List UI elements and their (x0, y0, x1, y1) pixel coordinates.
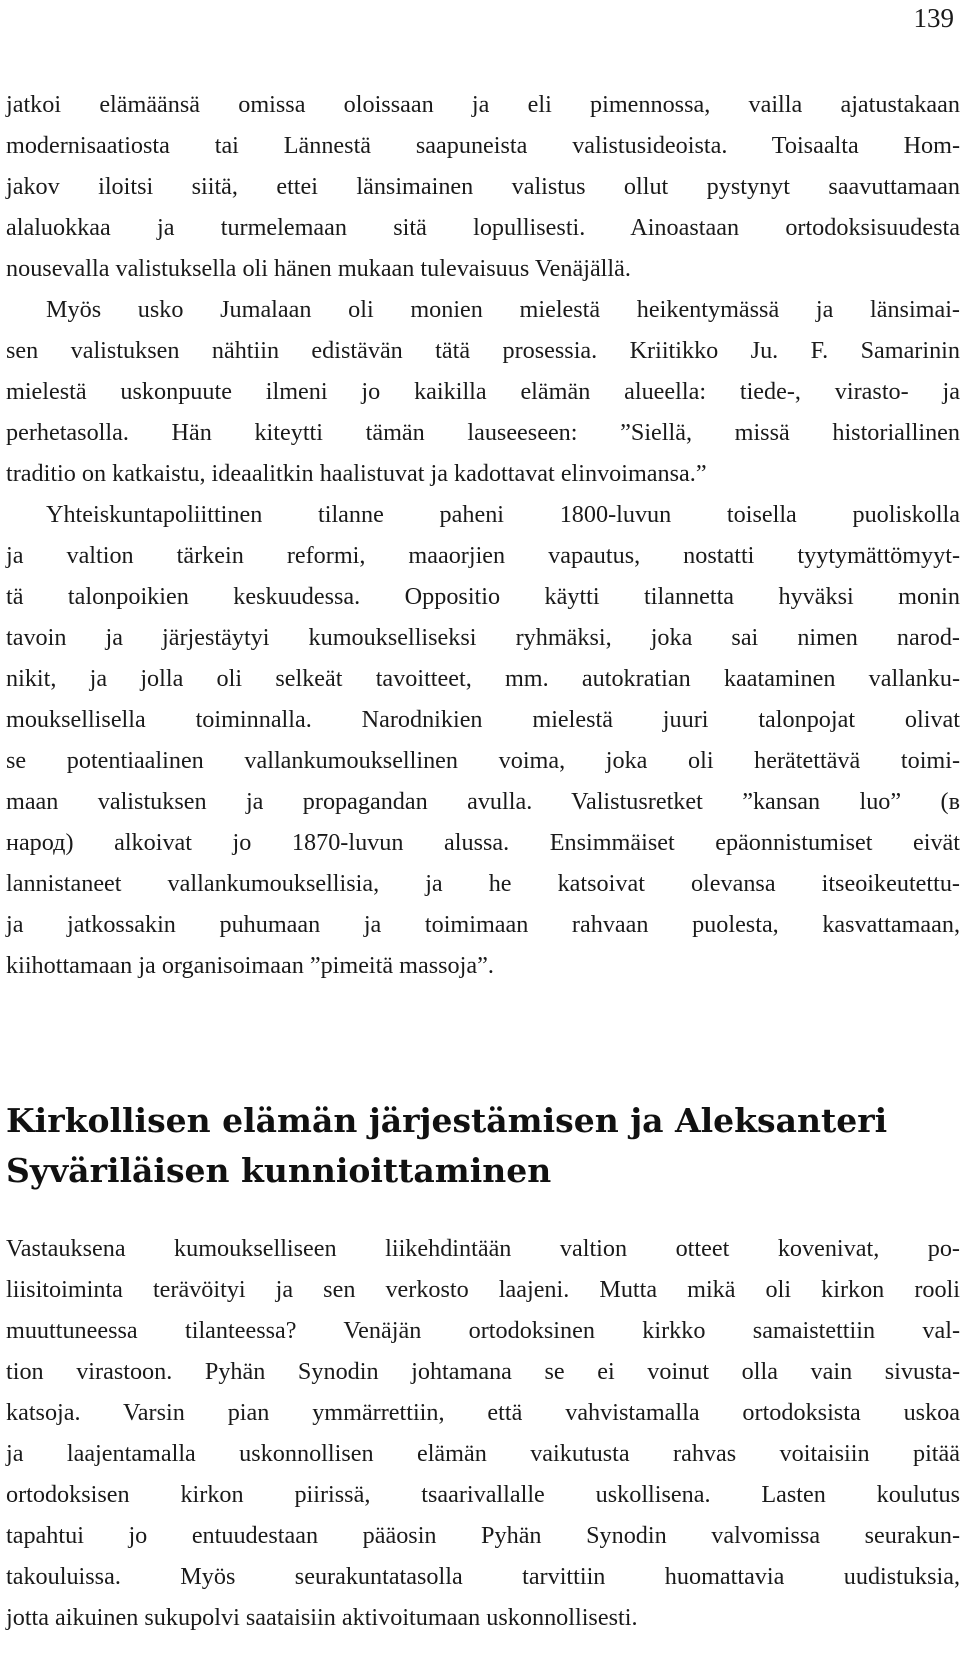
text-line: mouksellisella toiminnalla. Narodnikien mielestä juuri talonpojat olivat (6, 706, 960, 733)
text-line: se potentiaalinen vallankumouksellinen voima, joka oli herätettävä toimi- (6, 747, 960, 774)
text-line: lannistaneet vallankumouksellisia, ja he katsoivat olevansa itseoikeutettu- (6, 870, 960, 897)
text-line: Myös usko Jumalaan oli monien mielestä heikentymässä ja länsimai- (46, 296, 960, 323)
text-line: perhetasolla. Hän kiteytti tämän lauseeseen: ”Siellä, missä historiallinen (6, 419, 960, 446)
page-number: 139 (913, 3, 954, 33)
paragraph-1 (6, 84, 960, 289)
text-line: katsoja. Varsin pian ymmärrettiin, että vahvistamalla ortodoksista uskoa (6, 1399, 960, 1426)
text-line: nikit, ja jolla oli selkeät tavoitteet, mm. autokratian kaataminen vallanku- (6, 665, 960, 692)
text-line: modernisaatiosta tai Lännestä saapuneista valistusideoista. Toisaalta Hom- (6, 132, 960, 159)
text-line: ortodoksisen kirkon piirissä, tsaarivallalle uskollisena. Lasten koulutus (6, 1481, 960, 1508)
text-line: Vastauksena kumoukselliseen liikehdintään valtion otteet kovenivat, po- (6, 1235, 960, 1262)
text-line: tapahtui jo entuudestaan pääosin Pyhän Synodin valvomissa seurakun- (6, 1522, 960, 1549)
text-line: kiihottamaan ja organisoimaan ”pimeitä massoja”. (6, 952, 494, 979)
text-line: mielestä uskonpuute ilmeni jo kaikilla elämän alueella: tiede-, virasto- ja (6, 378, 960, 405)
text-line: tavoin ja järjestäytyi kumoukselliseksi ryhmäksi, joka sai nimen narod- (6, 624, 960, 651)
text-line: maan valistuksen ja propagandan avulla. Valistusretket ”kansan luo” (в (6, 788, 960, 815)
text-line: ja valtion tärkein reformi, maaorjien vapautus, nostatti tyytymättömyyt- (6, 542, 960, 569)
text-line: jotta aikuinen sukupolvi saataisiin aktivoitumaan uskonnollisesti. (6, 1604, 638, 1631)
paragraph-2 (6, 289, 960, 494)
text-line: tion virastoon. Pyhän Synodin johtamana se ei voinut olla vain sivusta- (6, 1358, 960, 1385)
text-line: muuttuneessa tilanteessa? Venäjän ortodoksinen kirkko samaistettiin val- (6, 1317, 960, 1344)
text-line: jakov iloitsi siitä, ettei länsimainen valistus ollut pystynyt saavuttamaan (6, 173, 960, 200)
heading-line: Syväriläisen kunnioittaminen (6, 1151, 552, 1190)
text-line: ja laajentamalla uskonnollisen elämän vaikutusta rahvas voitaisiin pitää (6, 1440, 960, 1467)
text-line: Yhteiskuntapoliittinen tilanne paheni 1800-luvun toisella puoliskolla (46, 501, 960, 528)
text-line: sen valistuksen nähtiin edistävän tätä prosessia. Kriitikko Ju. F. Samarinin (6, 337, 960, 364)
text-line: ja jatkossakin puhumaan ja toimimaan rahvaan puolesta, kasvattamaan, (6, 911, 960, 938)
text-line: liisitoiminta terävöityi ja sen verkosto laajeni. Mutta mikä oli kirkon rooli (6, 1276, 960, 1303)
text-line: tä talonpoikien keskuudessa. Oppositio käytti tilannetta hyväksi monin (6, 583, 960, 610)
text-line: takouluissa. Myös seurakuntatasolla tarvittiin huomattavia uudistuksia, (6, 1563, 960, 1590)
text-line: jatkoi elämäänsä omissa oloissaan ja eli pimennossa, vailla ajatustakaan (6, 91, 960, 118)
text-line: nousevalla valistuksella oli hänen mukaan tulevaisuus Venäjällä. (6, 255, 631, 282)
text-line: народ) alkoivat jo 1870-luvun alussa. Ensimmäiset epäonnistumiset eivät (6, 829, 960, 856)
paragraph-4 (6, 1228, 960, 1638)
heading-line: Kirkollisen elämän järjestämisen ja Aleksanteri (6, 1101, 888, 1140)
paragraph-3 (6, 494, 960, 986)
text-line: traditio on katkaistu, ideaalitkin haalistuvat ja kadottavat elinvoimansa.” (6, 460, 707, 487)
section-heading (6, 1096, 960, 1196)
text-line: alaluokkaa ja turmelemaan sitä lopullisesti. Ainoastaan ortodoksisuudesta (6, 214, 960, 241)
